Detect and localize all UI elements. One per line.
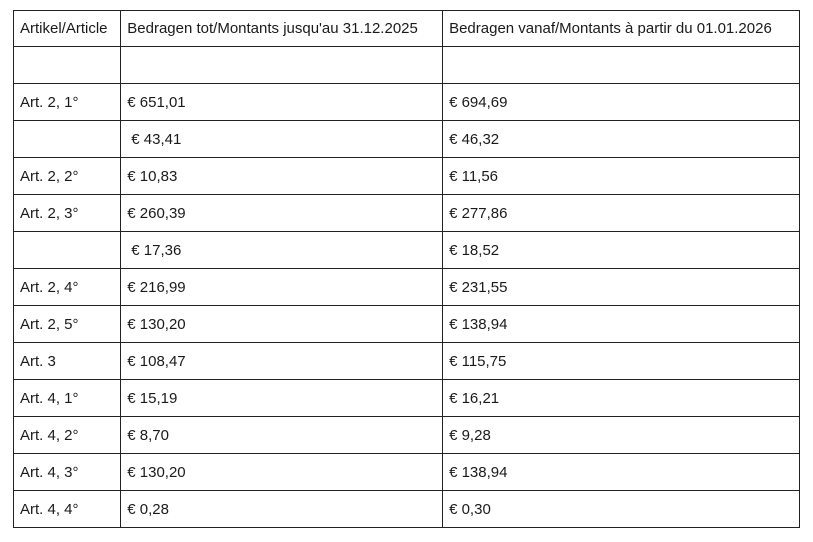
cell-from-2026: € 694,69: [443, 84, 800, 121]
cell-from-2026: € 18,52: [443, 232, 800, 269]
cell-article: Art. 3: [14, 343, 121, 380]
cell-from-2026: € 46,32: [443, 121, 800, 158]
table-row: [14, 195, 800, 232]
header-amounts-until-2025: Bedragen tot/Montants jusqu'au 31.12.2025: [121, 11, 443, 47]
cell-article: Art. 4, 4°: [14, 491, 121, 528]
cell-from-2026: € 138,94: [443, 306, 800, 343]
cell-from-2026: € 138,94: [443, 454, 800, 491]
cell-until-2025: € 130,20: [121, 454, 443, 491]
table-row: [14, 47, 800, 84]
header-amounts-from-2026: Bedragen vanaf/Montants à partir du 01.01.2026: [443, 11, 800, 47]
cell-until-2025: € 8,70: [121, 417, 443, 454]
cell-until-2025: € 0,28: [121, 491, 443, 528]
table-row: [14, 121, 800, 158]
table-row: [14, 84, 800, 121]
table-row: [14, 158, 800, 195]
cell-until-2025: € 17,36: [121, 232, 443, 269]
cell-until-2025: € 216,99: [121, 269, 443, 306]
cell-article: Art. 2, 5°: [14, 306, 121, 343]
table-row: [14, 306, 800, 343]
table-row: [14, 380, 800, 417]
cell-until-2025: € 43,41: [121, 121, 443, 158]
cell-from-2026: € 9,28: [443, 417, 800, 454]
table-row: [14, 491, 800, 528]
cell-until-2025: € 10,83: [121, 158, 443, 195]
cell-until-2025: € 15,19: [121, 380, 443, 417]
table-row: [14, 269, 800, 306]
cell-from-2026: € 0,30: [443, 491, 800, 528]
cell-from-2026: [443, 47, 800, 84]
table-row: [14, 417, 800, 454]
cell-until-2025: € 260,39: [121, 195, 443, 232]
table-row: [14, 232, 800, 269]
cell-article: Art. 2, 4°: [14, 269, 121, 306]
cell-article: [14, 121, 121, 158]
cell-article: [14, 232, 121, 269]
cell-until-2025: € 130,20: [121, 306, 443, 343]
cell-from-2026: € 16,21: [443, 380, 800, 417]
cell-article: Art. 2, 3°: [14, 195, 121, 232]
cell-from-2026: € 115,75: [443, 343, 800, 380]
cell-article: Art. 2, 1°: [14, 84, 121, 121]
header-article: Artikel/Article: [14, 11, 121, 47]
cell-until-2025: € 651,01: [121, 84, 443, 121]
table-row: [14, 343, 800, 380]
header-row: [14, 11, 800, 47]
cell-article: Art. 4, 1°: [14, 380, 121, 417]
table-row: [14, 454, 800, 491]
cell-from-2026: € 231,55: [443, 269, 800, 306]
cell-from-2026: € 277,86: [443, 195, 800, 232]
cell-article: Art. 2, 2°: [14, 158, 121, 195]
cell-article: Art. 4, 3°: [14, 454, 121, 491]
cell-article: [14, 47, 121, 84]
cell-until-2025: € 108,47: [121, 343, 443, 380]
cell-until-2025: [121, 47, 443, 84]
amounts-table: [13, 10, 800, 528]
cell-article: Art. 4, 2°: [14, 417, 121, 454]
cell-from-2026: € 11,56: [443, 158, 800, 195]
